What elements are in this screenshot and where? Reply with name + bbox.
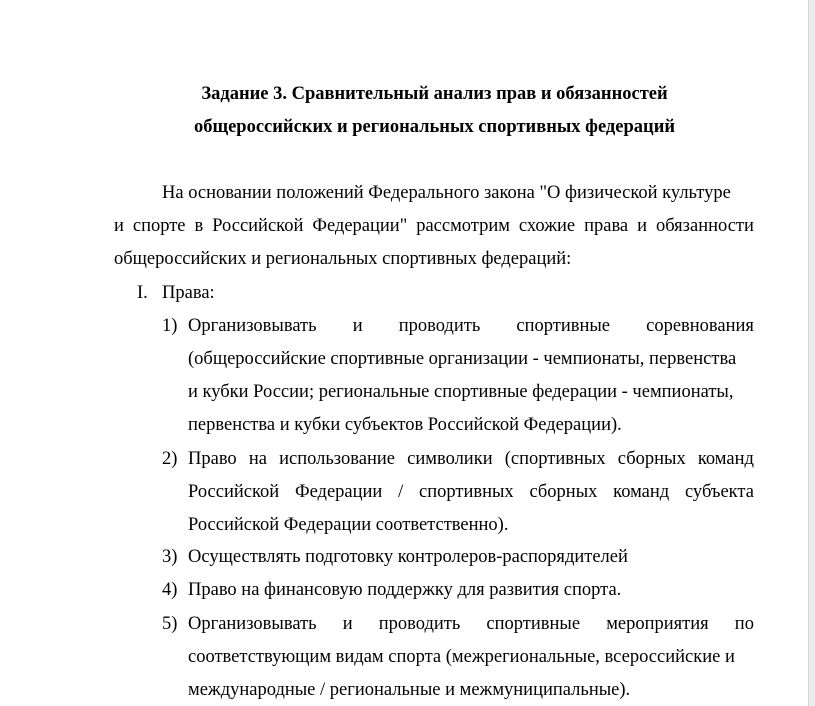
- list-item-1-line-3: и кубки России; региональные спортивные федерации - чемпионаты,: [188, 382, 734, 402]
- list-item-1-word: и: [352, 316, 363, 336]
- list-item-number: 3): [162, 547, 178, 567]
- list-item-5-line-1: [188, 614, 754, 634]
- justified-word: права: [584, 216, 629, 236]
- list-item-3-line-1: Осуществлять подготовку контролеров-распорядителей: [188, 547, 628, 567]
- list-item-2-line-1: [188, 449, 754, 469]
- list-item-5-word: по: [734, 614, 754, 634]
- justified-word: символики: [407, 449, 493, 469]
- list-item-5-line-3: международные / региональные и межмуниципальные).: [188, 680, 631, 700]
- justified-word: и: [114, 216, 124, 236]
- justified-word: Федерации": [312, 216, 408, 236]
- list-item-5-word: мероприятия: [606, 614, 709, 634]
- list-item-2-line-3: Российской Федерации соответственно).: [188, 515, 509, 535]
- section-marker: I.: [137, 283, 148, 303]
- list-item-5-word: и: [342, 614, 353, 634]
- list-item-1-line-2: (общероссийские спортивные организации - чемпионаты, первенства: [188, 349, 737, 369]
- justified-word: сборных: [617, 449, 686, 469]
- list-item-number: 2): [162, 449, 178, 469]
- list-item-2-line-2: [188, 482, 754, 502]
- list-item-5-line-2: соответствующим видам спорта (межрегиональные, всероссийские и: [188, 647, 735, 667]
- justified-word: Право: [188, 449, 237, 469]
- justified-word: использование: [279, 449, 395, 469]
- intro-line-2: [114, 216, 754, 236]
- justified-word: Российской: [212, 216, 304, 236]
- document-title-line-1: Задание 3. Сравнительный анализ прав и обязанностей: [201, 84, 668, 104]
- intro-line-3: общероссийских и региональных спортивных федераций:: [114, 249, 572, 269]
- list-item-1-word: проводить: [398, 316, 481, 336]
- list-item-1-line-4: первенства и кубки субъектов Российской Федерации).: [188, 415, 622, 435]
- list-item-4-line-1: Право на финансовую поддержку для развития спорта.: [188, 580, 622, 600]
- justified-word: обязанности: [655, 216, 754, 236]
- section-heading: Права:: [162, 283, 215, 303]
- list-item-1-line-1: [188, 316, 754, 336]
- justified-word: и: [637, 216, 648, 236]
- justified-word: спорте: [132, 216, 186, 236]
- list-item-5-word: проводить: [378, 614, 461, 634]
- list-item-5-word: спортивные: [486, 614, 581, 634]
- justified-word: спортивных: [419, 482, 514, 502]
- justified-word: Российской: [188, 482, 280, 502]
- justified-word: сборных: [529, 482, 598, 502]
- list-item-number: 5): [162, 614, 178, 634]
- page-edge-scroll-area: [808, 0, 815, 706]
- list-item-1-word: соревнования: [646, 316, 754, 336]
- list-item-5-word: Организовывать: [188, 614, 317, 634]
- justified-word: в: [194, 216, 204, 236]
- list-item-number: 1): [162, 316, 178, 336]
- justified-word: субъекта: [684, 482, 754, 502]
- document-title-line-2: общероссийских и региональных спортивных федераций: [193, 117, 676, 137]
- list-item-number: 4): [162, 580, 178, 600]
- intro-line-1: На основании положений Федерального закона "О физической культуре: [162, 183, 731, 203]
- justified-word: схожие: [518, 216, 576, 236]
- justified-word: Федерации: [294, 482, 383, 502]
- list-item-1-word: спортивные: [516, 316, 611, 336]
- list-item-1-word: Организовывать: [188, 316, 317, 336]
- justified-word: команд: [613, 482, 670, 502]
- justified-word: команд: [697, 449, 754, 469]
- justified-word: на: [248, 449, 267, 469]
- justified-word: /: [398, 482, 404, 502]
- justified-word: рассмотрим: [416, 216, 510, 236]
- justified-word: (спортивных: [504, 449, 606, 469]
